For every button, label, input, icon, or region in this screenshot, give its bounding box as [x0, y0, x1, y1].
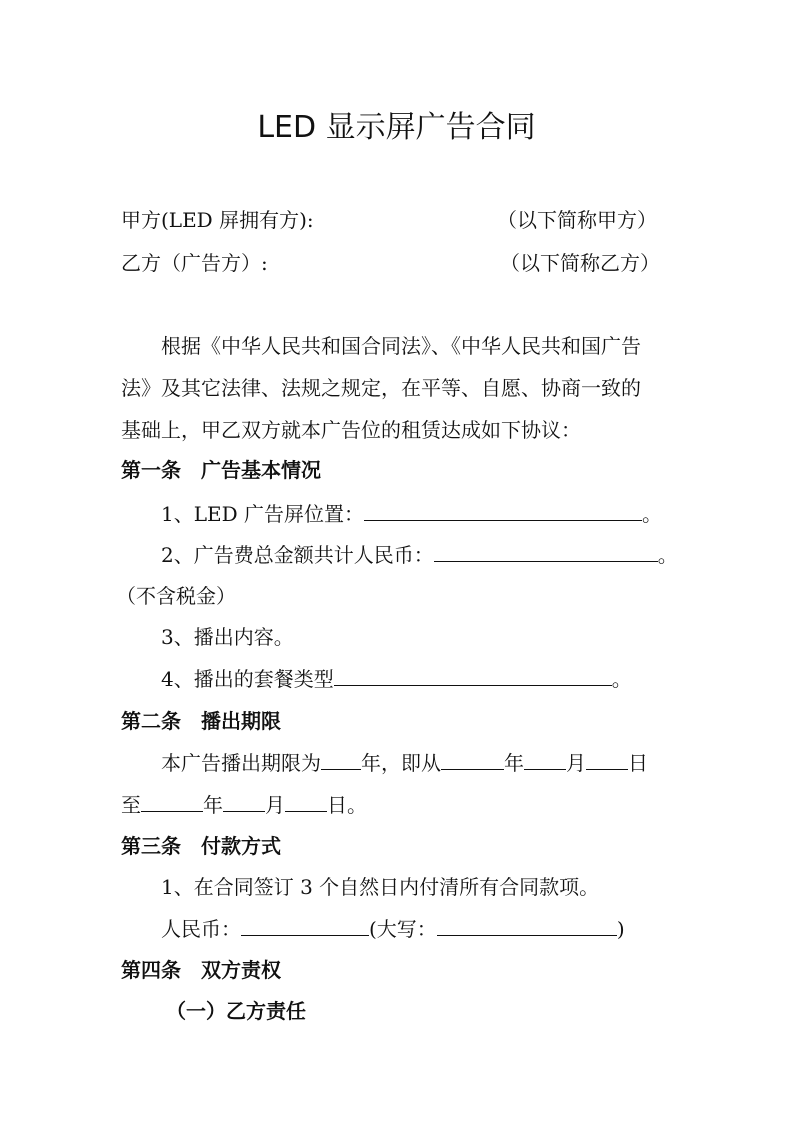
package-blank[interactable] [334, 665, 612, 686]
tax-note: （不含税金） [116, 584, 236, 608]
article-2-line-2: 至 年 月 日。 [121, 793, 367, 817]
article-2-line-1: 本广告播出期限为 年，即从 年 月 日 [161, 751, 648, 775]
period-mark: 。 [611, 667, 632, 691]
end-month-blank[interactable] [223, 791, 265, 812]
intro-line-1: 根据《中华人民共和国合同法》、《中华人民共和国广告 [161, 334, 641, 358]
start-day-blank[interactable] [586, 749, 628, 770]
party-a-label: 甲方(LED 屏拥有方): [121, 208, 314, 232]
rmb-capital-blank[interactable] [437, 915, 617, 936]
intro-line-2: 法》及其它法律、法规之规定，在平等、自愿、协商一致的 [121, 376, 641, 400]
article-1-item-1 [161, 500, 662, 528]
contract-title: LED 显示屏广告合同 [257, 110, 536, 145]
end-year-blank[interactable] [141, 791, 203, 812]
item-4-label: 4、播出的套餐类型 [161, 667, 334, 691]
article-1-item-3: 3、播出内容。 [161, 625, 294, 649]
article-2-heading: 第二条 播出期限 [121, 709, 281, 733]
period-mark: 。 [642, 502, 662, 526]
party-b-label: 乙方（广告方）: [121, 251, 268, 275]
start-month-blank[interactable] [524, 749, 566, 770]
start-year-blank[interactable] [441, 749, 504, 770]
party-a-alias: （以下简称甲方） [497, 208, 657, 232]
period-mark: 。 [657, 543, 678, 567]
item-2-label: 2、广告费总金额共计人民币： [161, 543, 434, 567]
amount-blank[interactable] [434, 541, 658, 562]
party-b-alias: （以下简称乙方） [500, 251, 660, 275]
article-1-item-2 [161, 541, 678, 569]
article-3-rmb-line: 人民币： (大写： ) [161, 917, 625, 941]
item-1-label: 1、LED 广告屏位置： [161, 502, 364, 526]
article-1-heading: 第一条 广告基本情况 [121, 458, 321, 482]
article-3-heading: 第三条 付款方式 [121, 834, 281, 858]
end-day-blank[interactable] [285, 791, 327, 812]
article-3-item-1: 1、在合同签订 3 个自然日内付清所有合同款项。 [161, 875, 600, 899]
article-4-sub-1: （一）乙方责任 [166, 999, 306, 1023]
location-blank[interactable] [364, 500, 642, 521]
article-1-item-4 [161, 665, 632, 693]
article-4-heading: 第四条 双方责权 [121, 958, 281, 982]
rmb-amount-blank[interactable] [241, 915, 369, 936]
years-blank[interactable] [321, 749, 361, 770]
intro-line-3: 基础上，甲乙双方就本广告位的租赁达成如下协议： [121, 418, 581, 442]
